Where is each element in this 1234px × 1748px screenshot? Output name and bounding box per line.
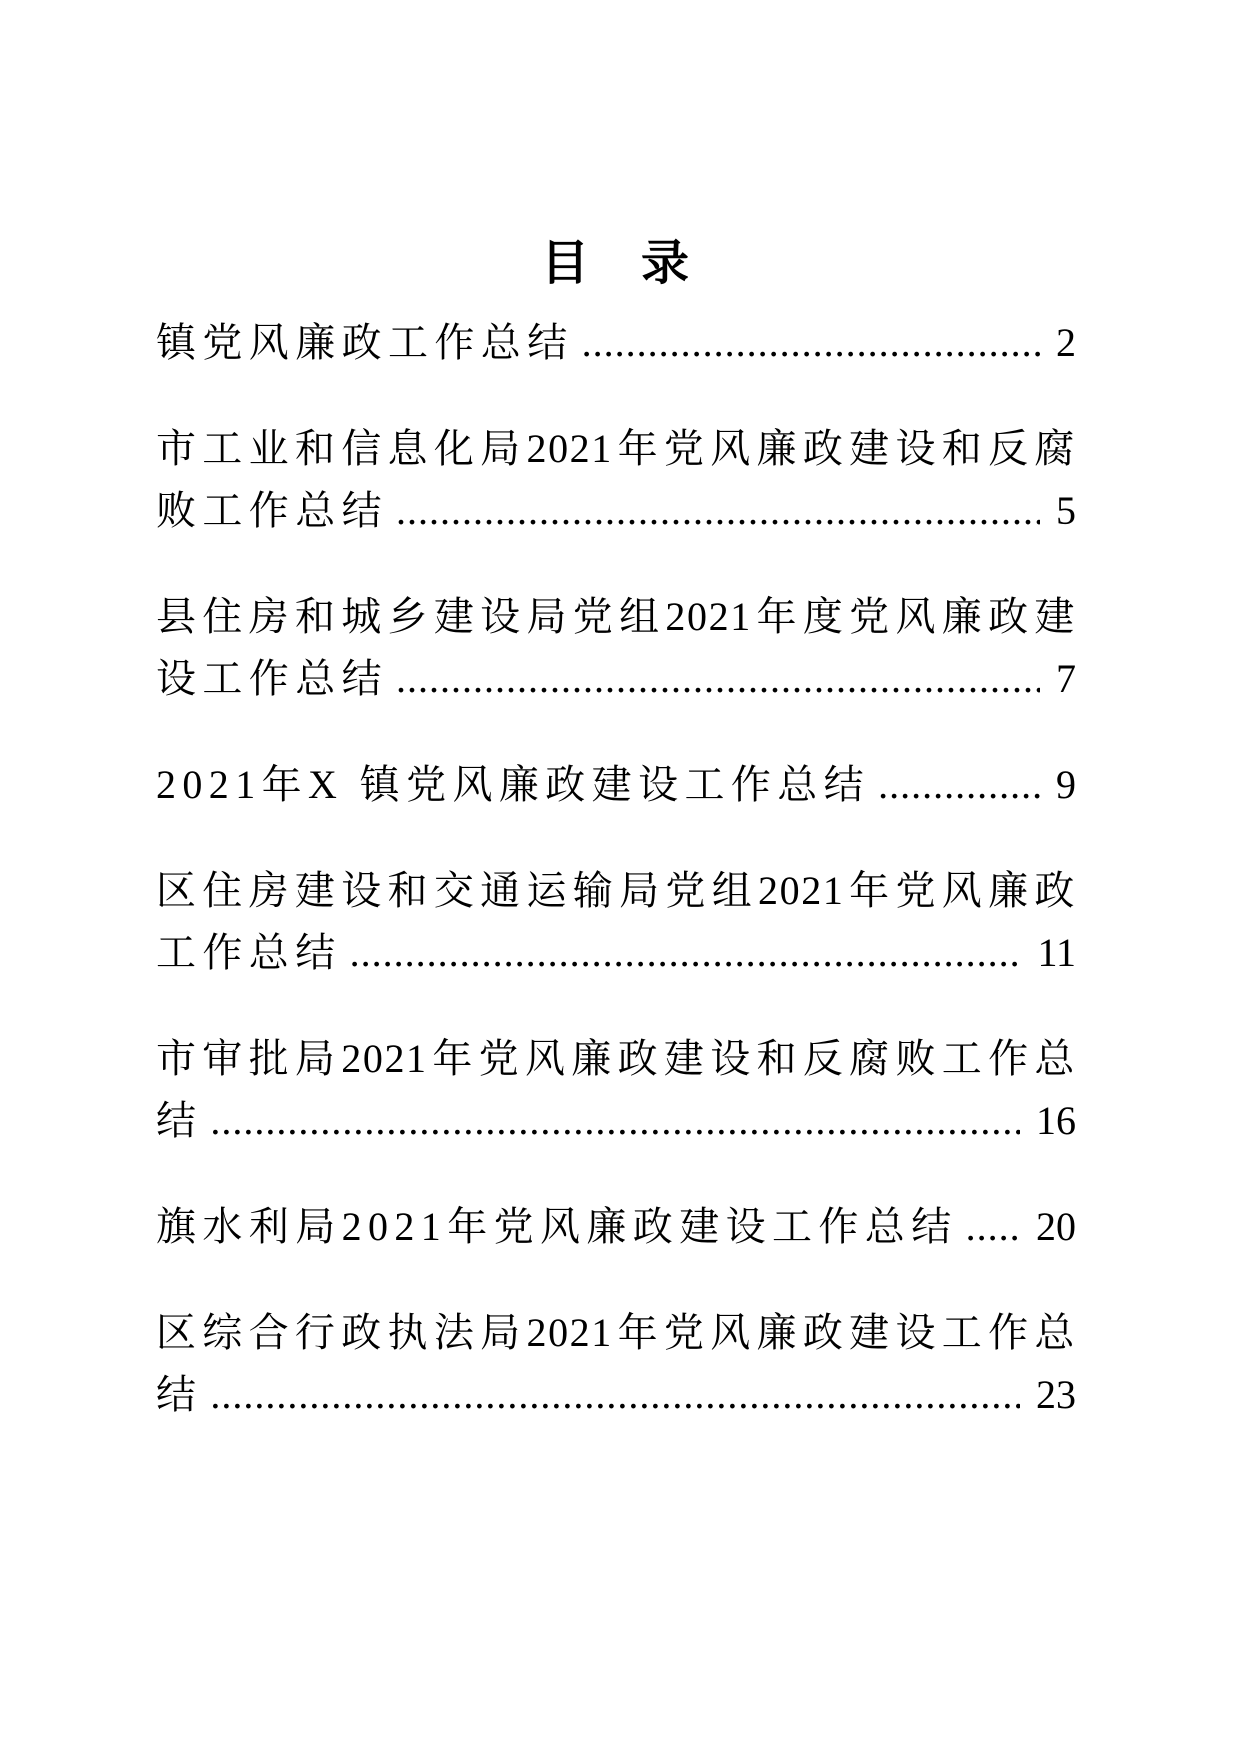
table-of-contents xyxy=(156,312,1076,1426)
toc-entry-line: 市工业和信息化局2021年党风廉政建设和反腐 xyxy=(156,426,1076,471)
toc-entry xyxy=(156,1028,1076,1152)
toc-entry-line: 县住房和城乡建设局党组2021年度党风廉政建 xyxy=(156,594,1076,639)
dot-leader xyxy=(388,648,1040,710)
toc-entry xyxy=(156,754,1076,816)
toc-entry xyxy=(156,586,1076,710)
toc-entry-line: 市审批局2021年党风廉政建设和反腐败工作总 xyxy=(156,1036,1076,1081)
toc-entry-line xyxy=(156,480,1076,542)
page-number: 2 xyxy=(1056,320,1076,365)
toc-entry-line xyxy=(156,1090,1076,1152)
toc-entry xyxy=(156,1302,1076,1426)
page-number: 16 xyxy=(1036,1098,1076,1143)
toc-entry-line xyxy=(156,648,1076,710)
page-number: 9 xyxy=(1056,762,1076,807)
dot-leader xyxy=(574,312,1040,374)
toc-entry-title: 结 xyxy=(156,1098,203,1143)
toc-entry-title: 工作总结 xyxy=(156,930,342,975)
page-title: 目 录 xyxy=(540,237,691,290)
page-number: 20 xyxy=(1036,1204,1076,1249)
dot-leader xyxy=(202,1090,1020,1152)
page-number: 7 xyxy=(1056,656,1076,701)
dot-leader xyxy=(342,922,1022,984)
toc-entry xyxy=(156,860,1076,984)
toc-entry-title: 2021年X 镇党风廉政建设工作总结 xyxy=(156,762,871,807)
toc-entry xyxy=(156,418,1076,542)
dot-leader xyxy=(388,480,1040,542)
page-number: 5 xyxy=(1056,488,1076,533)
dot-leader xyxy=(202,1364,1020,1426)
toc-entry-line xyxy=(156,312,1076,374)
toc-entry xyxy=(156,1196,1076,1258)
dot-leader xyxy=(958,1196,1020,1258)
toc-entry-title: 设工作总结 xyxy=(156,656,388,701)
dot-leader xyxy=(870,754,1040,816)
toc-entry-line: 区住房建设和交通运输局党组2021年党风廉政 xyxy=(156,868,1076,913)
toc-entry-line xyxy=(156,922,1076,984)
toc-entry-line xyxy=(156,754,1076,816)
toc-entry-line xyxy=(156,1196,1076,1258)
toc-entry-title: 结 xyxy=(156,1372,203,1417)
toc-entry-title: 败工作总结 xyxy=(156,488,388,533)
toc-entry-title: 旗水利局2021年党风廉政建设工作总结 xyxy=(156,1204,958,1249)
page-number: 11 xyxy=(1037,930,1076,975)
toc-entry-title: 镇党风廉政工作总结 xyxy=(156,320,574,365)
toc-entry-line: 区综合行政执法局2021年党风廉政建设工作总 xyxy=(156,1310,1076,1355)
toc-entry-line xyxy=(156,1364,1076,1426)
toc-entry xyxy=(156,312,1076,374)
page-number: 23 xyxy=(1036,1372,1076,1417)
